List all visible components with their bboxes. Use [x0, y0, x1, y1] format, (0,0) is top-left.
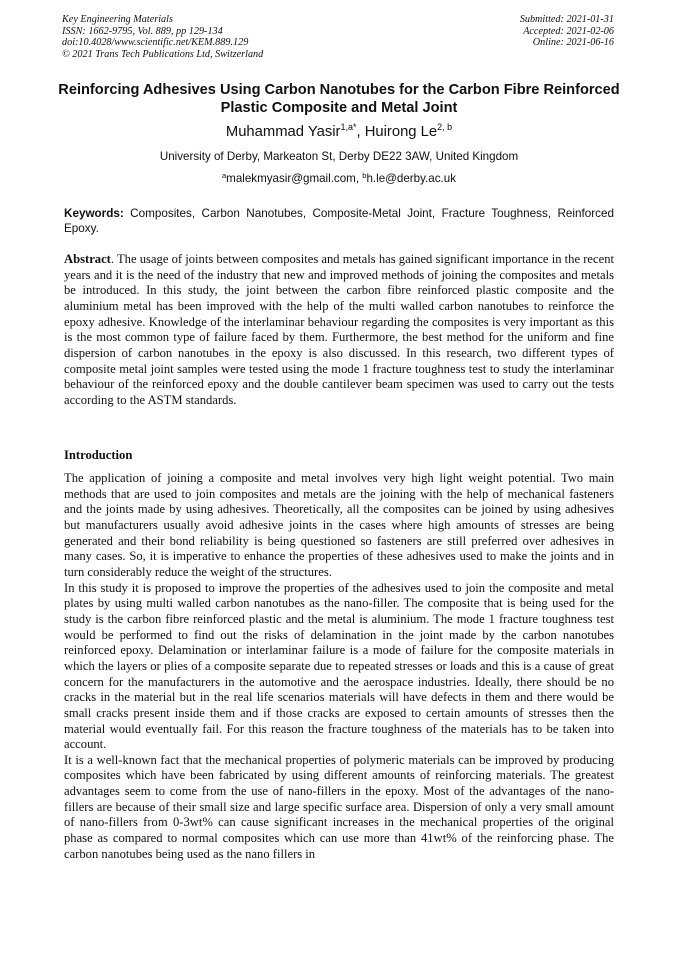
author-name: Muhammad Yasir [225, 124, 341, 140]
doi: doi:10.4028/www.scientific.net/KEM.889.129 [62, 37, 249, 49]
paper-title: Reinforcing Adhesives Using Carbon Nanotubes for the Carbon Fibre Reinforced Plastic Composite and Metal Joint [58, 82, 620, 116]
accepted-date: Accepted: 2021-02-06 [523, 25, 614, 37]
abstract [64, 252, 614, 409]
issn-volume-pages: ISSN: 1662-9795, Vol. 889, pp 129-134 [62, 25, 223, 37]
keywords [64, 206, 614, 236]
author-affiliation-mark: 1,a* [340, 122, 357, 132]
keywords-text: Composites, Carbon Nanotubes, Composite-Metal Joint, Fracture Toughness, Reinforced Epoxy. [64, 207, 614, 235]
keywords-label: Keywords: [64, 207, 124, 220]
email-link: h.le@derby.ac.uk [366, 172, 456, 185]
author-affiliation-mark: 2, b [437, 122, 453, 132]
paragraph: The application of joining a composite and metal involves very high light weight potential. Two main methods that are used to join composites and metals are the joining with the help of mechanical fasteners and the joints made by using adhesives. Theoretically, all the composites can be joined by using adhesives but manufacturers usually avoid adhesive joints in the cases where high amounts of stresses are being generated and their bond reliability is being questioned so fasteners are still preferred over adhesives in many cases. So, it is imperative to enhance the properties of these adhesives used to make the joints and in turn considerably reduce the weight of the structures. [64, 471, 614, 579]
author-list [0, 123, 678, 141]
email-link: malekmyasir@gmail.com, [226, 172, 363, 185]
submitted-date: Submitted: 2021-01-31 [519, 14, 614, 25]
journal-metadata [62, 14, 263, 60]
journal-name: Key Engineering Materials [62, 14, 173, 25]
copyright: © 2021 Trans Tech Publications Ltd, Switzerland [62, 48, 264, 60]
author-name: Huirong Le [364, 124, 438, 140]
abstract-text: . The usage of joints between composites and metals has gained significant importance in the recent years and it is the need of the industry that new and improved methods of joining the composites and metals be introduced. In this study, the joint between the carbon fibre reinforced plastic composite and the aluminium metal has been improved with the help of the multi walled carbon nanotubes to reinforce the epoxy adhesive. Knowledge of the interlaminar behaviour regarding the composites is very important as this is the most common type of failure faced by them. Furthermore, the best method for the uniform and fine dispersion of carbon nanotubes in the epoxy is also discussed. In this research, two different types of composite metal joint samples were tested using the mode 1 fracture toughness test to study the interlaminar behaviour of the reinforced epoxy and the double cantilever beam specimen was used to carry out the tests according to the ASTM standards. [64, 252, 614, 407]
publication-dates [520, 14, 614, 49]
online-date: Online: 2021-06-16 [532, 37, 614, 49]
email-mark: a [222, 171, 227, 180]
paragraph: It is a well-known fact that the mechanical properties of polymeric materials can be improved by producing composites which have been fabricated by using different amounts of reinforcing materials. The greatest advantages seem to come from the use of nano-fillers in the epoxy. Most of the advantages of the nano-fillers are because of their small size and large specific surface area. Dispersion of only a very small amount of nano-fillers from 0-3wt% can cause significant increases in the mechanical properties of the original phase as compared to normal composites which can use more than 41wt% of the reinforcing phase. The carbon nanotubes being used as the nano fillers in [64, 752, 614, 861]
affiliation: University of Derby, Markeaton St, Derby DE22 3AW, United Kingdom [159, 150, 519, 163]
email-mark: b [362, 171, 367, 180]
section-heading: Introduction [64, 448, 133, 462]
author-emails [0, 172, 678, 186]
author-separator: , [356, 124, 365, 140]
paragraph: In this study it is proposed to improve the properties of the adhesives used to join the composite and metal plates by using multi walled carbon nanotubes as the nano-filler. The composite that is being used for the study is the carbon fibre reinforced plastic and the metal is aluminium. The mode 1 fracture toughness test would be performed to find out the risks of delamination in the joint made by the carbon nanotubes reinforced epoxy. Delamination or interlaminar failure is a mode of failure for the composite materials in which the layers or plies of a composite separate due to repeated stresses or loads and this is a cause of great concern for the manufacturers in the automotive and the aerospace industries. Ideally, there should be no cracks in the material but in the real life scenarios materials will have defects in them and there would be small cracks present inside them and if those cracks are exposed to certain amounts of stresses then the material would eventually fail. For this reason the fracture toughness of the materials has to be taken into account. [64, 580, 614, 752]
introduction-body [64, 471, 614, 862]
abstract-label: Abstract [64, 252, 111, 266]
